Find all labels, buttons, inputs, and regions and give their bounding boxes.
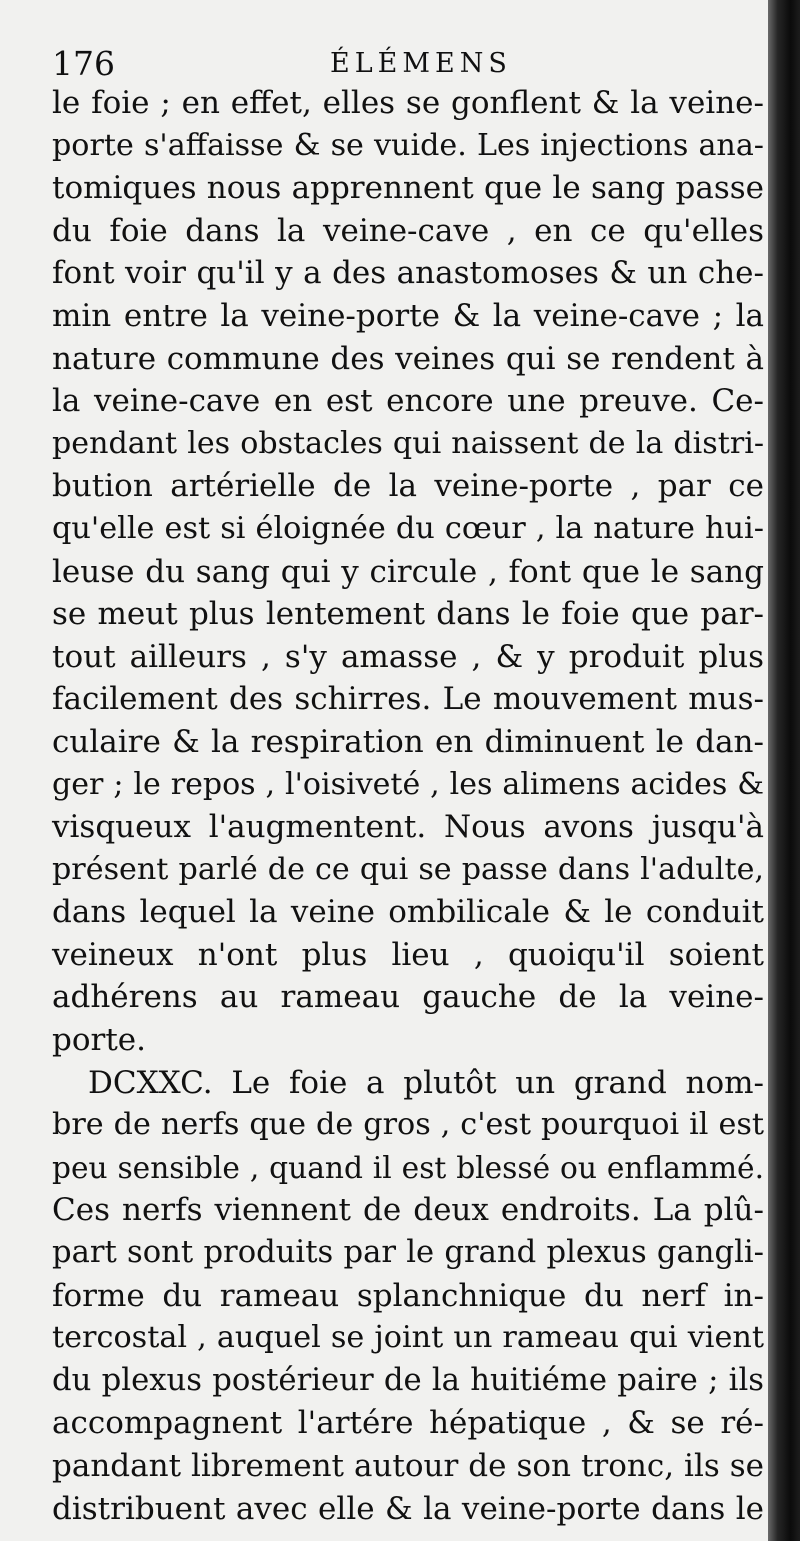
text-line: pendant les obstacles qui naissent de la distri- — [52, 425, 764, 461]
text-line: tercostal , auquel se joint un rameau qui vient — [52, 1320, 764, 1356]
text-line: présent parlé de ce qui se passe dans l'adulte, — [52, 851, 764, 887]
running-head — [52, 42, 752, 86]
text-line: accompagnent l'artére hépatique , & se ré- — [52, 1405, 764, 1442]
text-line: tomiques nous apprennent que le sang passe — [52, 170, 764, 207]
text-line: font voir qu'il y a des anastomoses & un che- — [52, 255, 764, 292]
text-line: visqueux l'augmentent. Nous avons jusqu'à — [52, 809, 764, 846]
text-line: leuse du sang qui y circule , font que le sang — [52, 553, 764, 590]
paragraph-2 — [52, 1062, 764, 1531]
text-line: nature commune des veines qui se rendent à — [52, 340, 764, 377]
page-number: 176 — [52, 44, 115, 83]
text-line: qu'elle est si éloignée du cœur , la nature hui- — [52, 510, 764, 546]
text-line: adhérens au rameau gauche de la veine- — [52, 979, 764, 1016]
text-line: facilement des schirres. Le mouvement mus- — [52, 681, 764, 718]
text-line: du foie dans la veine-cave , en ce qu'elles — [52, 212, 764, 249]
text-line: distribuent avec elle & la veine-porte dans le — [52, 1490, 764, 1527]
text-line: porte s'affaisse & se vuide. Les injections ana- — [52, 127, 764, 163]
running-head-title: ÉLÉMENS — [330, 48, 512, 79]
text-line: forme du rameau splanchnique du nerf in- — [52, 1277, 764, 1314]
text-line: du plexus postérieur de la huitiéme paire ; ils — [52, 1362, 764, 1398]
text-line: bution artérielle de la veine-porte , par ce — [52, 468, 764, 505]
text-line: Ces nerfs viennent de deux endroits. La plû- — [52, 1192, 764, 1229]
text-line: pandant librement autour de son tronc, ils se — [52, 1448, 764, 1484]
text-line: tout ailleurs , s'y amasse , & y produit plus — [52, 638, 764, 675]
text-line: min entre la veine-porte & la veine-cave ; la — [52, 297, 764, 334]
text-line: DCXXC. Le foie a plutôt un grand nom- — [88, 1064, 764, 1101]
paragraph-1 — [52, 82, 764, 1062]
text-line: veineux n'ont plus lieu , quoiqu'il soient — [52, 936, 764, 973]
body-text — [52, 82, 764, 1530]
text-line: porte. — [52, 1022, 146, 1059]
text-line: ger ; le repos , l'oisiveté , les alimens acides & — [52, 766, 764, 802]
text-line: bre de nerfs que de gros , c'est pourquoi il est — [52, 1107, 764, 1143]
text-line: dans lequel la veine ombilicale & le conduit — [52, 894, 764, 931]
text-line: le foie ; en effet, elles se gonflent & la veine- — [52, 85, 764, 121]
text-line: part sont produits par le grand plexus gangli- — [52, 1235, 764, 1271]
text-line: la veine-cave en est encore une preuve. Ce- — [52, 383, 764, 420]
text-line: peu sensible , quand il est blessé ou enflammé. — [52, 1149, 764, 1185]
text-line: culaire & la respiration en diminuent le dan- — [52, 723, 764, 760]
book-spine — [768, 0, 800, 1541]
text-line: se meut plus lentement dans le foie que par- — [52, 596, 764, 633]
